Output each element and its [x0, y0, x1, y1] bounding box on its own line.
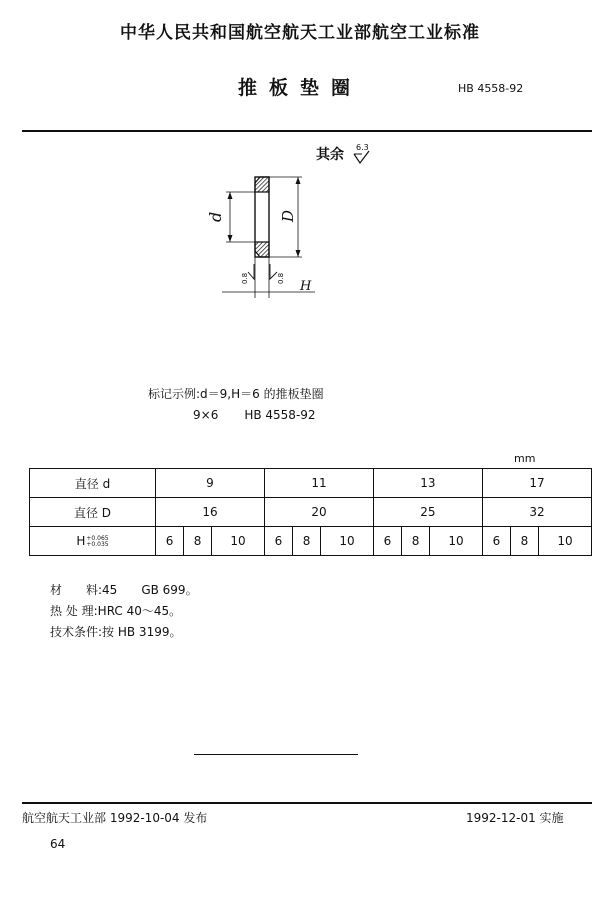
dim-H-label: H: [300, 279, 312, 294]
table-cell: 6: [482, 527, 510, 556]
upper-section: [255, 177, 269, 192]
table-cell: 32: [482, 498, 591, 527]
roughness-left-value: 0.8: [241, 272, 249, 284]
notes: [50, 580, 198, 643]
document-title: 推板垫圈: [237, 77, 362, 99]
h-symbol: H: [76, 534, 86, 548]
row-label: 直径 D: [30, 498, 156, 527]
tol-lower: +0.035: [86, 540, 109, 548]
table-cell: 13: [373, 469, 482, 498]
dim-D-label: D: [279, 209, 297, 222]
table-cell: 10: [430, 527, 483, 556]
table-cell: 6: [264, 527, 292, 556]
designation-std: HB 4558-92: [244, 408, 316, 422]
organization-standard: 中华人民共和国航空航天工业部航空工业标准: [120, 23, 480, 43]
designation-size: 9×6: [193, 408, 219, 422]
note-technical-conditions: 技术条件:按 HB 3199。: [50, 625, 182, 639]
designation: [193, 408, 342, 422]
table-cell: 10: [321, 527, 374, 556]
note-material: 材 料:45 GB 699。: [50, 583, 198, 597]
table-cell: 6: [373, 527, 401, 556]
table-cell: 8: [401, 527, 429, 556]
row-label: 直径 d: [30, 469, 156, 498]
standard-number: HB 4558-92: [458, 82, 524, 95]
table-cell: 8: [184, 527, 212, 556]
table-cell: 11: [264, 469, 373, 498]
lower-section: [255, 242, 269, 257]
roughness-value: 6.3: [356, 143, 369, 152]
table-cell: 10: [539, 527, 592, 556]
page-number: 64: [50, 837, 66, 851]
table-row: [30, 498, 592, 527]
note-heat-treatment: 热 处 理:HRC 40～45。: [50, 604, 182, 618]
unit-label: mm: [514, 452, 536, 465]
roughness-bottom-value: 0.8: [277, 272, 285, 284]
roughness-label: 其余: [316, 147, 344, 163]
table-cell: 10: [212, 527, 265, 556]
washer-drawing: [200, 160, 350, 310]
h-tolerance: [86, 536, 108, 548]
publish-info: 航空航天工业部 1992-10-04 发布: [22, 811, 208, 825]
dim-d-label: d: [206, 211, 225, 222]
tol-upper: +0.065: [86, 534, 109, 542]
row-label: [30, 527, 156, 556]
roughness-symbol-icon: [352, 150, 372, 166]
table-cell: 25: [373, 498, 482, 527]
table-cell: 20: [264, 498, 373, 527]
marking-example: 标记示例:d＝9,H＝6 的推板垫圈: [148, 387, 324, 401]
table-cell: 8: [293, 527, 321, 556]
spec-table: [29, 468, 592, 556]
table-cell: 9: [156, 469, 265, 498]
table-row: [30, 527, 592, 556]
table-cell: 17: [482, 469, 591, 498]
table-cell: 6: [156, 527, 184, 556]
end-rule: [194, 754, 358, 755]
table-row: [30, 469, 592, 498]
implement-date: 1992-12-01 实施: [466, 811, 564, 825]
top-rule: [22, 130, 592, 132]
bottom-rule: [22, 802, 592, 804]
table-cell: 8: [510, 527, 538, 556]
table-cell: 16: [156, 498, 265, 527]
